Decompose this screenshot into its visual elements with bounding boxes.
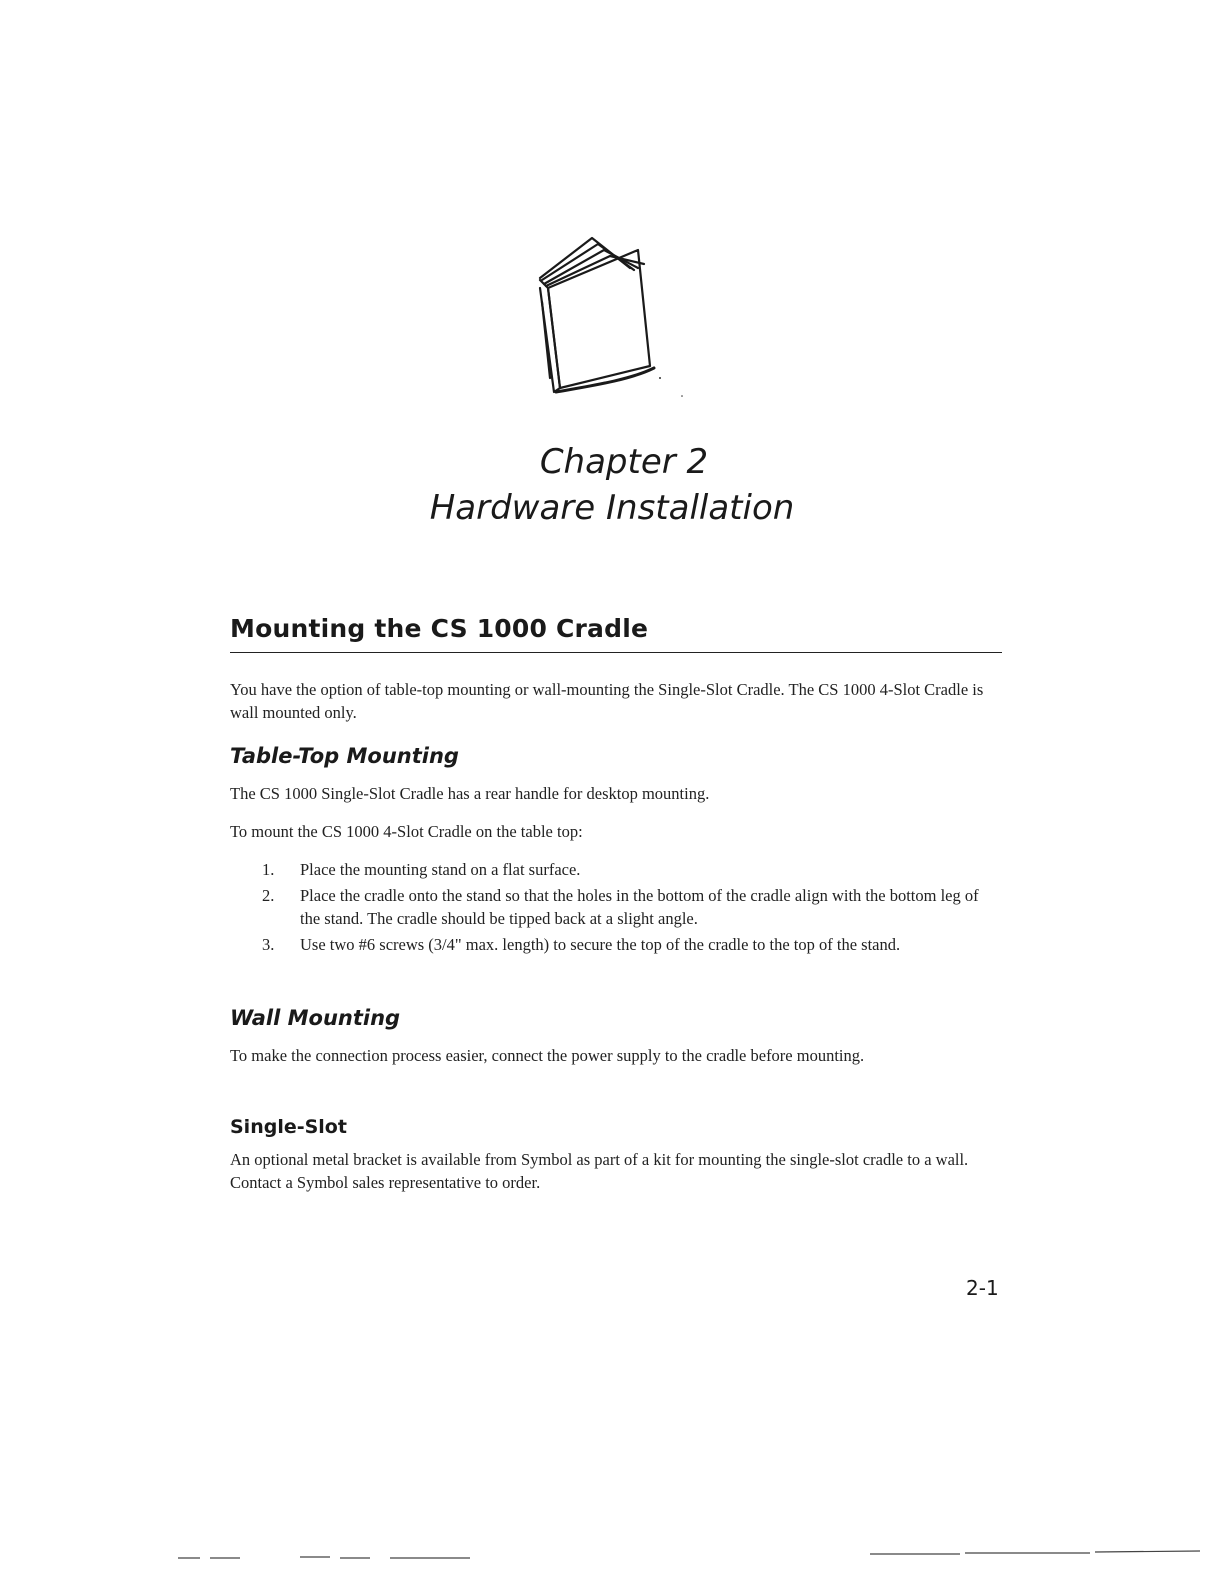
- table-top-instruction: To mount the CS 1000 4-Slot Cradle on the table top:: [230, 822, 583, 841]
- scan-artifact: [0, 1540, 1224, 1570]
- section-divider: [230, 652, 1002, 653]
- step-text: Place the cradle onto the stand so that the holes in the bottom of the cradle align with the bottom leg of the stand. The cradle should be tipped back at a slight angle.: [300, 886, 979, 928]
- section-title: Mounting the CS 1000 Cradle: [230, 614, 649, 643]
- step-text: Place the mounting stand on a flat surface.: [300, 860, 581, 879]
- table-top-heading: Table-Top Mounting: [230, 744, 459, 768]
- single-slot-paragraph: An optional metal bracket is available from Symbol as part of a kit for mounting the single-slot cradle to a wall. Contact a Symbol sales representative to order.: [230, 1150, 969, 1192]
- step-number: 3.: [262, 935, 275, 954]
- table-top-paragraph: The CS 1000 Single-Slot Cradle has a rear handle for desktop mounting.: [230, 784, 710, 803]
- list-item: [262, 933, 1002, 956]
- list-item: [262, 858, 1002, 881]
- step-text: Use two #6 screws (3/4" max. length) to secure the top of the cradle to the top of the stand.: [300, 935, 901, 954]
- chapter-title: Hardware Installation: [429, 488, 795, 528]
- list-item: [262, 884, 1002, 930]
- book-icon: [520, 228, 700, 408]
- chapter-number: Chapter 2: [539, 442, 709, 482]
- wall-mounting-heading: Wall Mounting: [230, 1006, 401, 1030]
- page-number: 2-1: [966, 1276, 999, 1300]
- section-intro-paragraph: You have the option of table-top mounting or wall-mounting the Single-Slot Cradle. The CS 1000 4-Slot Cradle is wall mounted only.: [230, 680, 984, 722]
- wall-mounting-paragraph: To make the connection process easier, connect the power supply to the cradle before mounting.: [230, 1046, 865, 1065]
- single-slot-heading: Single-Slot: [230, 1116, 347, 1138]
- mounting-steps-list: [262, 858, 1002, 959]
- step-number: 1.: [262, 860, 275, 879]
- step-number: 2.: [262, 886, 275, 905]
